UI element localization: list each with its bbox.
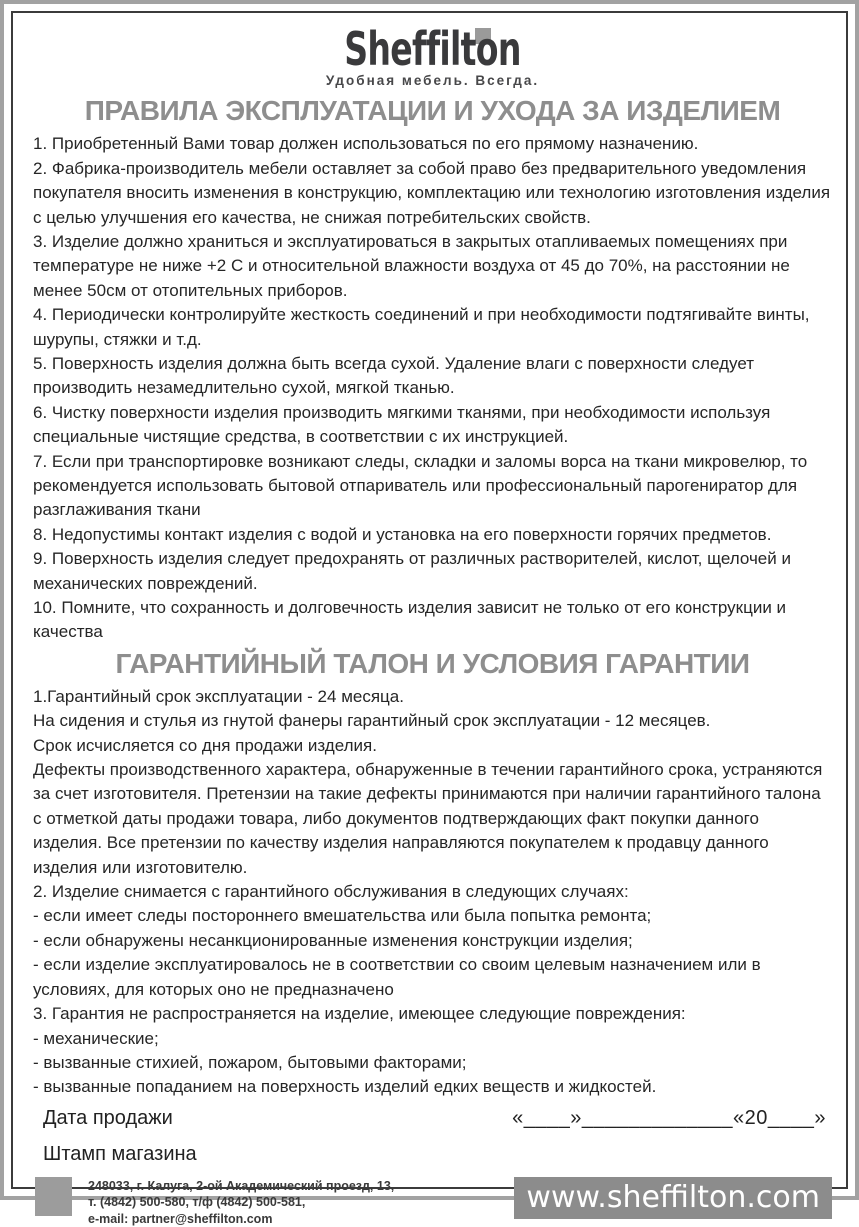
care-rule-6: 6. Чистку поверхности изделия производить мягкими тканями, при необходимости используя специальные чистящие средства, в соответствии с их инструкцией.: [33, 402, 771, 447]
care-rule-10: 10. Помните, что сохранность и долговечность изделия зависит не только от его конструкции и качества: [33, 598, 787, 642]
brand-name: Sheffilton: [344, 22, 521, 76]
logo-placeholder-square: [35, 1177, 72, 1216]
warranty-par-9: 3. Гарантия не распространяется на изделие, имеющее следующие повреждения:: [33, 1004, 686, 1024]
care-rule-7: 7. Если при транспортировке возникают следы, складки и заломы ворса на ткани микровелюр, то рекомендуется использовать бытовой отпариватель или профессиональный парогениратор для разглаживания ткани: [33, 451, 808, 520]
care-rules-title: ПРАВИЛА ЭКСПЛУАТАЦИИ И УХОДА ЗА ИЗДЕЛИЕМ: [84, 95, 781, 127]
shop-stamp-label: Штамп магазина: [43, 1142, 197, 1165]
warranty-par-6: - если имеет следы постороннего вмешательства или была попытка ремонта;: [33, 906, 652, 926]
warranty-par-5: 2. Изделие снимается с гарантийного обслуживания в следующих случаях:: [33, 882, 629, 902]
care-rule-2: 2. Фабрика-производитель мебели оставляет за собой право без предварительного уведомления покупателя вносить изменения в конструкцию, комплектацию или технологию изготовления изделия с целью улучшения его качества, не снижая потребительских свойств.: [33, 158, 831, 227]
website-banner: www.sheffilton.com: [514, 1177, 832, 1219]
page-frame: [11, 11, 848, 1226]
warranty-title: ГАРАНТИЙНЫЙ ТАЛОН И УСЛОВИЯ ГАРАНТИИ: [115, 647, 750, 679]
care-rules-list: [33, 132, 832, 645]
warranty-par-10: - механические;: [33, 1028, 159, 1048]
manufacturer-address: [88, 1177, 394, 1227]
address-line-2: т. (4842) 500-580, т/ф (4842) 500-581,: [88, 1195, 306, 1210]
warranty-par-11: - вызванные стихией, пожаром, бытовыми факторами;: [33, 1052, 467, 1072]
care-rule-4: 4. Периодически контролируйте жесткость соединений и при необходимости подтягивайте винты, шурупы, стяжки и т.д.: [33, 305, 810, 349]
warranty-par-3: Срок исчисляется со дня продажи изделия.: [33, 735, 377, 755]
warranty-par-12: - вызванные попаданием на поверхность изделий едких веществ и жидкостей.: [33, 1077, 657, 1097]
brand-logo: [33, 22, 832, 89]
care-rule-1: 1. Приобретенный Вами товар должен использоваться по его прямому назначению.: [33, 134, 699, 154]
warranty-par-1: 1.Гарантийный срок эксплуатации - 24 месяца.: [33, 686, 404, 706]
footer: [33, 1177, 832, 1227]
sale-date-label: Дата продажи: [43, 1106, 173, 1129]
care-rule-8: 8. Недопустимы контакт изделия с водой и установка на его поверхности горячих предметов.: [33, 524, 772, 544]
address-line-3: e-mail: partner@sheffilton.com: [88, 1211, 273, 1226]
address-line-1: 248033, г. Калуга, 2-ой Академический проезд, 13,: [88, 1178, 395, 1193]
care-rule-3: 3. Изделие должно храниться и эксплуатироваться в закрытых отапливаемых помещениях при температуре не ниже +2 С и относительной влажности воздуха от 45 до 70%, на расстоянии не менее 50см от отопительных приборов.: [33, 231, 790, 300]
sale-date-blank-field: «____»_____________«20____»: [512, 1106, 826, 1129]
warranty-par-2: На сидения и стулья из гнутой фанеры гарантийный срок эксплуатации - 12 месяцев.: [33, 711, 711, 731]
warranty-par-7: - если обнаружены несанкционированные изменения конструкции изделия;: [33, 930, 633, 950]
care-rule-5: 5. Поверхность изделия должна быть всегда сухой. Удаление влаги с поверхности следует производить незамедлительно сухой, мягкой тканью.: [33, 353, 755, 398]
warranty-terms: [33, 685, 832, 1100]
warranty-par-4: Дефекты производственного характера, обнаруженные в течении гарантийного срока, устраняются за счет изготовителя. Претензии на такие дефекты принимаются при наличии гарантийного талона с отметкой даты продажи товара, либо документов подтверждающих факт покупки данного изделия. Все претензии по качеству изделия направляются покупателем к продавцу данного изделия или изготовителю.: [33, 760, 823, 877]
care-rule-9: 9. Поверхность изделия следует предохранять от различных растворителей, кислот, щелочей и механических повреждений.: [33, 549, 791, 593]
warranty-par-8: - если изделие эксплуатировалось не в соответствии со своим целевым назначением или в условиях, для которых оно не предназначено: [33, 955, 761, 999]
brand-tagline: Удобная мебель. Всегда.: [325, 73, 540, 89]
sale-date-row: [33, 1107, 832, 1130]
